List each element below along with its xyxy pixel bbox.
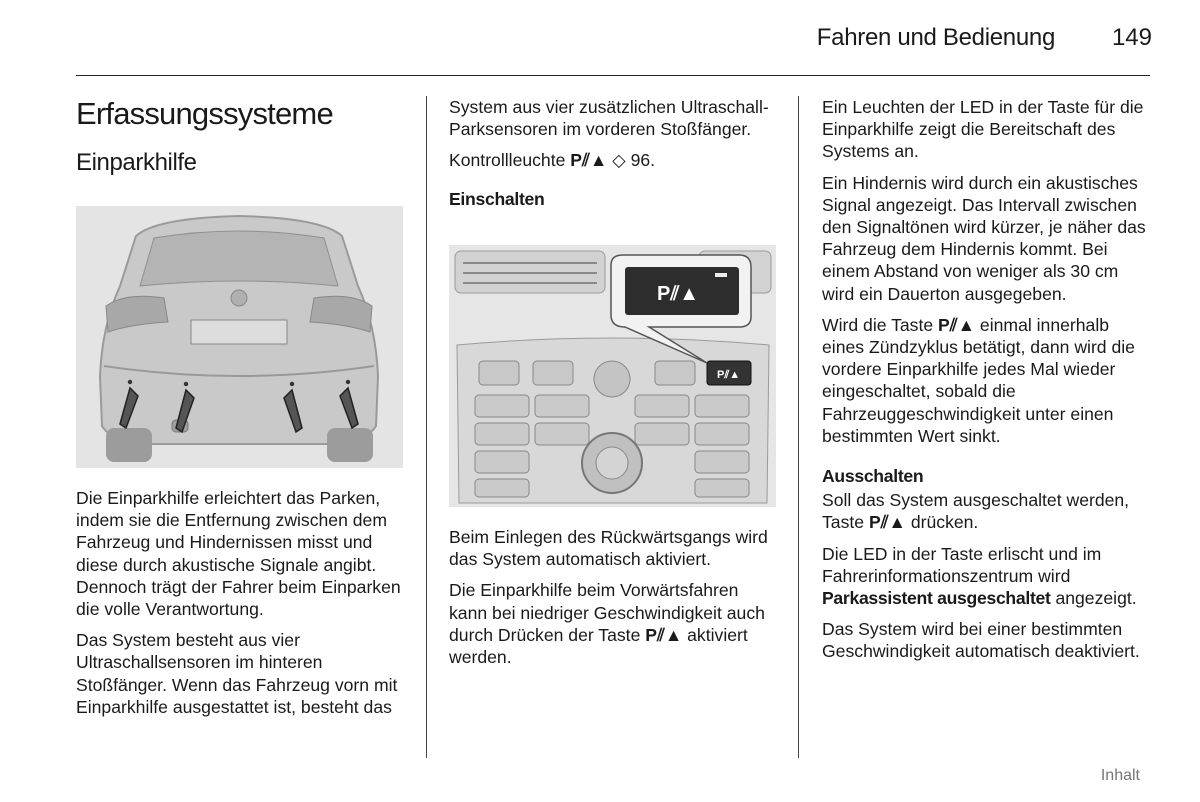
paragraph: Soll das System ausgeschaltet werden, Taste P⫽▲ drücken. (822, 490, 1130, 533)
park-assist-symbol: P⫽▲ (938, 314, 976, 335)
subheading-einschalten: Einschalten (449, 188, 545, 209)
paragraph: Das System wird bei einer bestimmten Geschwindigkeit automatisch deaktiviert. (822, 619, 1140, 662)
park-assist-symbol: P⫽▲ (645, 624, 683, 645)
column-3 (822, 96, 1152, 672)
park-assist-symbol: P⫽▲ (868, 512, 906, 533)
column-1-body (76, 487, 406, 727)
center-console-illustration (449, 245, 776, 507)
paragraph: Die LED in der Taste erlischt und im Fahrerinformationszentrum wird Parkassistent ausgeschaltet angezeigt. (822, 543, 1137, 609)
park-assist-symbol: P⫽▲ (570, 150, 608, 171)
subsection-heading: Einparkhilfe (76, 149, 197, 176)
paragraph: Kontrollleuchte P⫽▲ ◇ 96. (449, 150, 656, 171)
cross-reference-icon[interactable]: ◇ (612, 150, 626, 171)
console-drawing (449, 245, 776, 507)
column-1 (76, 96, 406, 178)
paragraph: Die Einparkhilfe erleichtert das Parken, indem sie die Entfernung zwischen dem Fahrzeug und Hindernissen misst und diese durch akustische Signale angibt. Dennoch trägt der Fahrer beim Einparken die volle Verantwortung. (76, 488, 401, 620)
svg-text:P⫽▲: P⫽▲ (717, 369, 741, 381)
section-heading: Erfassungssysteme (76, 96, 333, 131)
paragraph: Ein Hindernis wird durch ein akustisches Signal angezeigt. Das Intervall zwischen den Signaltönen wird kürzer, je näher das Fahrzeug dem Hindernis kommt. Bei einem Abstand von weniger als 30 cm wird ein Dauerton ausgegeben. (822, 172, 1146, 304)
paragraph: Wird die Taste P⫽▲ einmal innerhalb eines Zündzyklus betätigt, dann wird die vordere Einparkhilfe jedes Mal wieder eingeschaltet, sobald die Fahrzeuggeschwindigkeit unter einen bestimmten Wert sinkt. (822, 314, 1135, 446)
paragraph: Die Einparkhilfe beim Vorwärtsfahren kann bei niedriger Geschwindigkeit auch durch Drücken der Taste P⫽▲ aktiviert werden. (449, 580, 765, 668)
page-number: 149 (1111, 24, 1152, 51)
rear-car-illustration (76, 206, 403, 468)
paragraph: System aus vier zusätzlichen Ultraschall-Parksensoren im vorderen Stoßfänger. (449, 97, 769, 140)
header-rule (76, 75, 1150, 76)
page-reference-link[interactable]: 96. (630, 150, 656, 171)
svg-text:P⫽▲: P⫽▲ (657, 283, 700, 305)
column-divider (798, 96, 799, 758)
column-2 (449, 96, 779, 219)
column-2-body (449, 526, 779, 677)
car-rear-drawing (76, 206, 403, 468)
paragraph: Beim Einlegen des Rückwärtsgangs wird das System automatisch aktiviert. (449, 527, 768, 570)
subheading-ausschalten: Ausschalten (822, 466, 924, 487)
paragraph: Ein Leuchten der LED in der Taste für die Einparkhilfe zeigt die Bereitschaft des Systems an. (822, 97, 1144, 162)
display-message: Parkassistent ausgeschaltet (822, 588, 1051, 609)
column-divider (426, 96, 427, 758)
contents-link[interactable]: Inhalt (1100, 767, 1140, 784)
paragraph: Das System besteht aus vier Ultraschallsensoren im hinteren Stoßfänger. Wenn das Fahrzeug vorn mit Einparkhilfe ausgestattet ist, besteht das (76, 630, 398, 717)
header-title: Fahren und Bedienung (816, 24, 1055, 51)
